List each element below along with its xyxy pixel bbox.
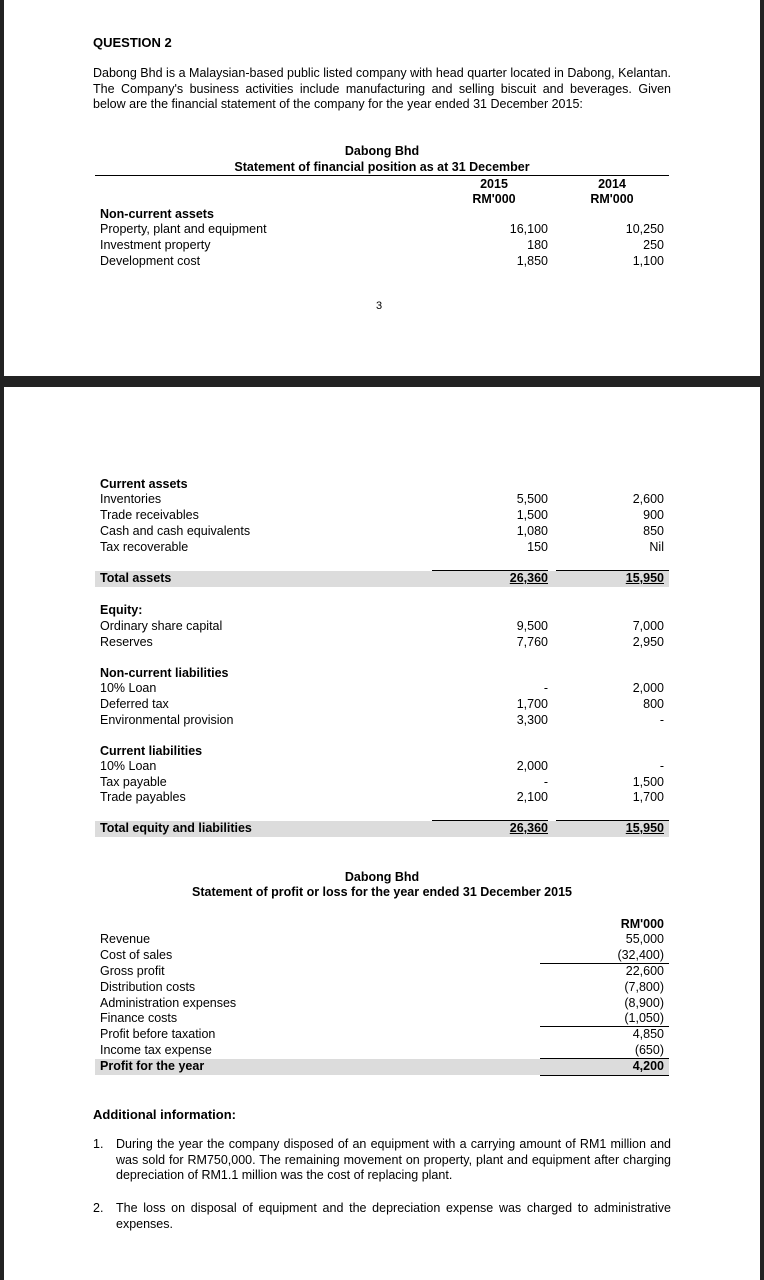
total-assets-2015: 26,360 [509, 571, 548, 585]
sofp-title: Statement of financial position as at 31 December [234, 160, 530, 174]
reserves-label: Reserves [100, 635, 153, 649]
sopl-row-value: 22,600 [625, 964, 664, 978]
total-eq-liab-label: Total equity and liabilities [100, 821, 252, 835]
col-2015-unit: RM'000 [472, 192, 516, 206]
development-cost-label: Development cost [100, 254, 201, 268]
ppe-2015: 16,100 [509, 222, 548, 236]
sopl-row-value: (7,800) [624, 980, 664, 994]
col-2014-year: 2014 [598, 177, 626, 191]
ncl-loan-label: 10% Loan [100, 681, 157, 695]
env-provision-2014: - [659, 713, 664, 727]
trade-receivables-2014: 900 [643, 508, 664, 522]
tax-recoverable-label: Tax recoverable [100, 540, 189, 554]
investment-property-2014: 250 [643, 238, 664, 252]
cl-heading: Current liabilities [100, 744, 203, 758]
note-1 [93, 1137, 671, 1184]
sopl-row-value: (32,400) [617, 948, 664, 962]
ncl-heading: Non-current liabilities [100, 666, 229, 680]
sopl-row-value: (650) [634, 1043, 664, 1057]
additional-heading: Additional information: [93, 1107, 236, 1122]
trade-payables-2014: 1,700 [632, 790, 664, 804]
note-number: 1. [93, 1137, 104, 1151]
total-assets-2014: 15,950 [625, 571, 664, 585]
tax-payable-2014: 1,500 [632, 775, 664, 789]
tax-payable-2015: - [543, 775, 548, 789]
share-capital-2014: 7,000 [632, 619, 664, 633]
share-capital-2015: 9,500 [516, 619, 548, 633]
trade-payables-2015: 2,100 [516, 790, 548, 804]
ppe-label: Property, plant and equipment [100, 222, 267, 236]
tax-recoverable-2014: Nil [649, 540, 664, 554]
note-number: 2. [93, 1201, 104, 1215]
deferred-tax-label: Deferred tax [100, 697, 169, 711]
total-assets-label: Total assets [100, 571, 172, 585]
trade-receivables-label: Trade receivables [100, 508, 199, 522]
ncl-loan-2015: - [543, 681, 548, 695]
cash-2015: 1,080 [516, 524, 548, 538]
sopl-row-label: Distribution costs [100, 980, 196, 994]
cl-loan-2014: - [659, 759, 664, 773]
cl-loan-2015: 2,000 [516, 759, 548, 773]
inventories-label: Inventories [100, 492, 162, 506]
col-2014-unit: RM'000 [590, 192, 634, 206]
sopl-row-label: Administration expenses [100, 996, 237, 1010]
sopl-row-label: Finance costs [100, 1011, 178, 1025]
intro-paragraph: Dabong Bhd is a Malaysian-based public listed company with head quarter located in Dabong, Kelantan. The Company's business activities include manufacturing and selling biscuit and beverages. Given below are the financial statement of the company for the year ended 31 December 2015: [93, 66, 671, 111]
profit-for-year-label: Profit for the year [100, 1059, 205, 1073]
sopl-row-label: Cost of sales [100, 948, 173, 962]
sopl-final-rule [540, 1075, 669, 1076]
ppe-2014: 10,250 [625, 222, 664, 236]
total-eq-liab-2015: 26,360 [509, 821, 548, 835]
sopl-title: Statement of profit or loss for the year ended 31 December 2015 [192, 885, 572, 899]
page-separator [0, 376, 764, 387]
sopl-row-label: Gross profit [100, 964, 165, 978]
noncurrent-assets-heading: Non-current assets [100, 207, 214, 221]
question-title: QUESTION 2 [93, 35, 172, 50]
sopl-row-label: Income tax expense [100, 1043, 212, 1057]
page-number: 3 [376, 300, 383, 312]
col-2015-year: 2015 [480, 177, 508, 191]
note-text: The loss on disposal of equipment and the depreciation expense was charged to administrative expenses. [116, 1201, 671, 1231]
note-2 [93, 1201, 671, 1232]
sopl-company: Dabong Bhd [344, 870, 420, 884]
env-provision-label: Environmental provision [100, 713, 234, 727]
sopl-row-label: Profit before taxation [100, 1027, 216, 1041]
development-cost-2014: 1,100 [632, 254, 664, 268]
tax-payable-label: Tax payable [100, 775, 167, 789]
note-text: During the year the company disposed of an equipment with a carrying amount of RM1 million and was sold for RM750,000. The remaining movement on property, plant and equipment after charging depreciation of RM1.1 million was the cost of replacing plant. [116, 1137, 671, 1183]
deferred-tax-2014: 800 [643, 697, 664, 711]
development-cost-2015: 1,850 [516, 254, 548, 268]
sopl-row-label: Revenue [100, 932, 151, 946]
investment-property-2015: 180 [527, 238, 548, 252]
cash-2014: 850 [643, 524, 664, 538]
left-page-edge [0, 0, 4, 1280]
sopl-unit: RM'000 [620, 917, 664, 931]
sopl-row-value: 55,000 [625, 932, 664, 946]
right-page-edge [760, 0, 764, 1280]
tax-recoverable-2015: 150 [527, 540, 548, 554]
ncl-loan-2014: 2,000 [632, 681, 664, 695]
env-provision-2015: 3,300 [516, 713, 548, 727]
share-capital-label: Ordinary share capital [100, 619, 223, 633]
profit-for-year-value: 4,200 [632, 1059, 664, 1073]
sofp-company: Dabong Bhd [344, 144, 420, 158]
trade-receivables-2015: 1,500 [516, 508, 548, 522]
cash-label: Cash and cash equivalents [100, 524, 251, 538]
investment-property-label: Investment property [100, 238, 211, 252]
total-eq-liab-2014: 15,950 [625, 821, 664, 835]
reserves-2014: 2,950 [632, 635, 664, 649]
sopl-row-value: 4,850 [632, 1027, 664, 1041]
trade-payables-label: Trade payables [100, 790, 186, 804]
cl-loan-label: 10% Loan [100, 759, 157, 773]
reserves-2015: 7,760 [516, 635, 548, 649]
equity-heading: Equity: [100, 603, 143, 617]
sopl-row-value: (8,900) [624, 996, 664, 1010]
inventories-2015: 5,500 [516, 492, 548, 506]
deferred-tax-2015: 1,700 [516, 697, 548, 711]
sopl-row-value: (1,050) [624, 1011, 664, 1025]
current-assets-heading: Current assets [100, 477, 188, 491]
sofp-header-rule [95, 175, 669, 176]
inventories-2014: 2,600 [632, 492, 664, 506]
